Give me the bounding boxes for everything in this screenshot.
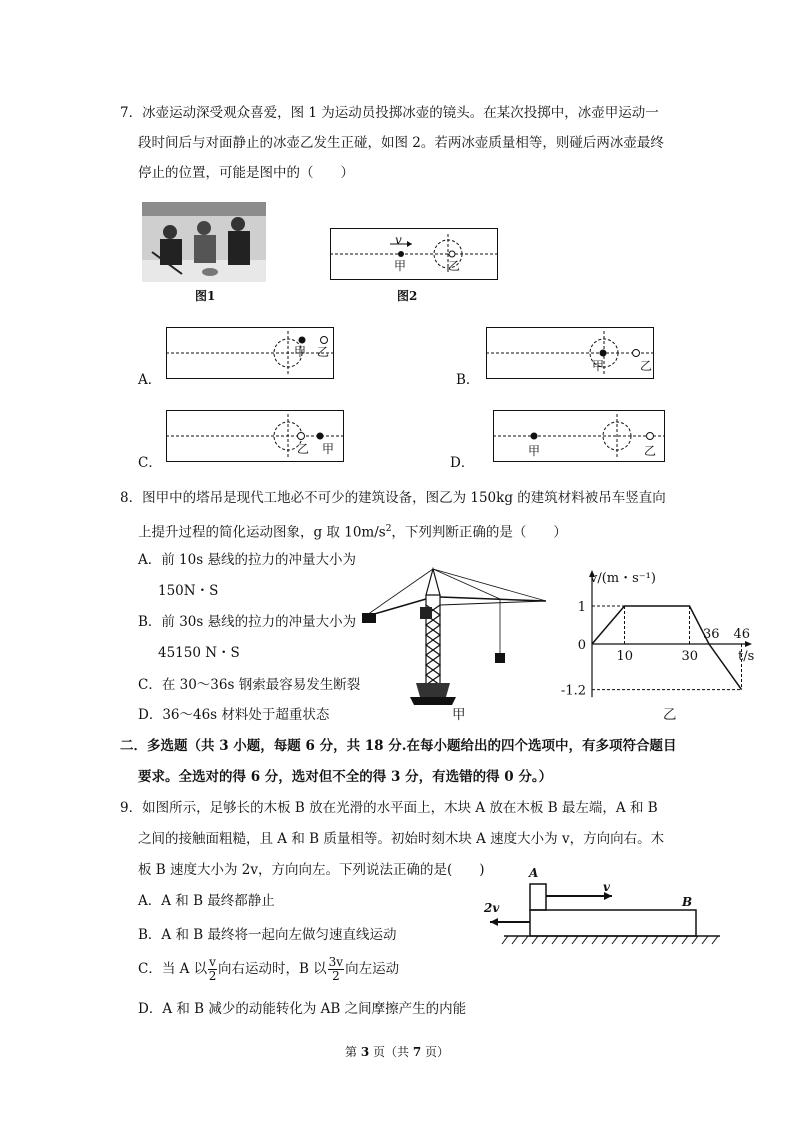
frac2-den: 2 <box>332 969 340 983</box>
x-tick-label-30: 30 <box>681 649 699 664</box>
q7d-jia: 甲 <box>528 444 541 458</box>
q9-fig-2v: 2v <box>484 901 500 915</box>
q8-line2-sup: 2 <box>385 524 392 534</box>
frac1-num: v <box>209 955 216 969</box>
q7-option-a: A． <box>138 372 162 388</box>
q8-option-b-2: 45150 N・S <box>158 645 240 661</box>
section2-line1: 二．多选题（共 3 小题，每题 6 分，共 18 分.在每小题给出的四个选项中，有多项符合题目 <box>120 738 677 754</box>
q7a-jia: 甲 <box>294 345 307 359</box>
q9-fig-A: A <box>529 866 539 880</box>
q7-option-d-diagram <box>493 410 665 462</box>
fig2-diagram <box>330 228 498 280</box>
q9c-mid: 向右运动时，B 以 <box>217 961 327 977</box>
q9-fig-v: v <box>603 880 610 894</box>
q8-option-b-1: B．前 30s 悬线的拉力的冲量大小为 <box>138 614 357 630</box>
q8-line2 <box>138 520 567 542</box>
curling-photo <box>142 202 266 282</box>
x-tick-label-10: 10 <box>616 649 634 664</box>
q7-option-c: C． <box>138 455 162 471</box>
q9-option-b: B．A 和 B 最终将一起向左做匀速直线运动 <box>138 927 397 943</box>
fig2-caption: 图2 <box>397 289 418 303</box>
q7c-jia: 甲 <box>322 442 335 456</box>
q7b-jia: 甲 <box>592 359 605 373</box>
q7-option-b: B． <box>456 372 480 388</box>
vt-chart <box>560 560 760 700</box>
q8-line1: 8．图甲中的塔吊是现代工地必不可少的建筑设备，图乙为 150kg 的建筑材料被吊车竖直向 <box>120 490 666 506</box>
x-axis-label: t/s <box>738 649 755 664</box>
q7b-yi: 乙 <box>640 359 653 373</box>
q8-option-a-1: A．前 10s 悬线的拉力的冲量大小为 <box>138 552 356 568</box>
q8-option-a-2: 150N・S <box>158 583 219 599</box>
fraction-3v-over-2 <box>328 956 344 983</box>
footer-page: 3 <box>360 1045 370 1059</box>
q8-caption-yi: 乙 <box>663 707 677 723</box>
q9-fig-B: B <box>682 895 693 909</box>
q8-option-d: D．36～46s 材料处于超重状态 <box>138 707 330 723</box>
fig2-v-label: v <box>395 233 402 247</box>
q9c-post: 向左运动 <box>345 961 400 977</box>
q7a-yi: 乙 <box>317 345 330 359</box>
q9-line1: 9．如图所示，足够长的木板 B 放在光滑的水平面上，木块 A 放在木板 B 最左端，A 和 B <box>120 800 658 816</box>
y-tick-label: 0 <box>577 638 586 653</box>
y-tick-label: 1 <box>577 600 586 615</box>
footer-mid: 页（共 <box>369 1045 413 1059</box>
q7-option-a-diagram <box>166 327 334 379</box>
q7c-yi: 乙 <box>297 442 310 456</box>
q7-option-c-diagram <box>166 410 344 462</box>
q8-line2-a: 上提升过程的简化运动图象，g 取 10m/s <box>138 524 386 541</box>
fraction-v-over-2 <box>208 956 217 983</box>
q8-option-c: C．在 30～36s 钢索最容易发生断裂 <box>138 677 361 693</box>
fig1-caption: 图1 <box>195 289 216 303</box>
tower-crane-image <box>360 565 548 705</box>
footer-post: 页） <box>421 1045 449 1059</box>
section2-line2: 要求。全选对的得 6 分，选对但不全的得 3 分，有选错的得 0 分。） <box>138 769 553 785</box>
fig2-jia: 甲 <box>394 259 407 273</box>
fig2-yi: 乙 <box>448 259 461 273</box>
x-tick-label-36: 36 <box>703 627 720 642</box>
q7-line2: 段时间后与对面静止的冰壶乙发生正碰，如图 2。若两冰壶质量相等，则碰后两冰壶最终 <box>138 135 664 151</box>
footer-pre: 第 <box>344 1045 361 1059</box>
q9-line2: 之间的接触面粗糙，且 A 和 B 质量相等。初始时刻木块 A 速度大小为 v，方向向右。木 <box>138 831 665 847</box>
footer-total: 7 <box>412 1045 422 1059</box>
y-axis-label: v/(m・s⁻¹) <box>590 571 656 586</box>
q7-option-b-diagram <box>486 327 654 379</box>
frac2-num: 3v <box>328 955 344 969</box>
q7-option-d: D． <box>450 455 475 471</box>
q9-line3: 板 B 速度大小为 2v，方向向左。下列说法正确的是( ) <box>138 862 485 878</box>
q8-caption-jia: 甲 <box>452 707 466 723</box>
q8-line2-b: ，下列判断正确的是（ ） <box>391 524 567 541</box>
x-tick-label-46: 46 <box>733 627 751 642</box>
page-footer <box>0 1043 794 1061</box>
q9c-pre: C．当 A 以 <box>138 961 208 977</box>
q9-option-d: D．A 和 B 减少的动能转化为 AB 之间摩擦产生的内能 <box>138 1001 467 1017</box>
y-tick-label: -1.2 <box>560 683 586 699</box>
q9-option-a: A．A 和 B 最终都静止 <box>138 893 275 909</box>
q7-line1: 7．冰壶运动深受观众喜爱，图 1 为运动员投掷冰壶的镜头。在某次投掷中，冰壶甲运动一 <box>120 105 659 121</box>
q9-option-c <box>138 954 399 984</box>
q7-line3: 停止的位置，可能是图中的（ ） <box>138 165 354 181</box>
q7d-yi: 乙 <box>644 444 657 458</box>
vt-series-line <box>592 606 742 690</box>
frac1-den: 2 <box>208 969 217 983</box>
